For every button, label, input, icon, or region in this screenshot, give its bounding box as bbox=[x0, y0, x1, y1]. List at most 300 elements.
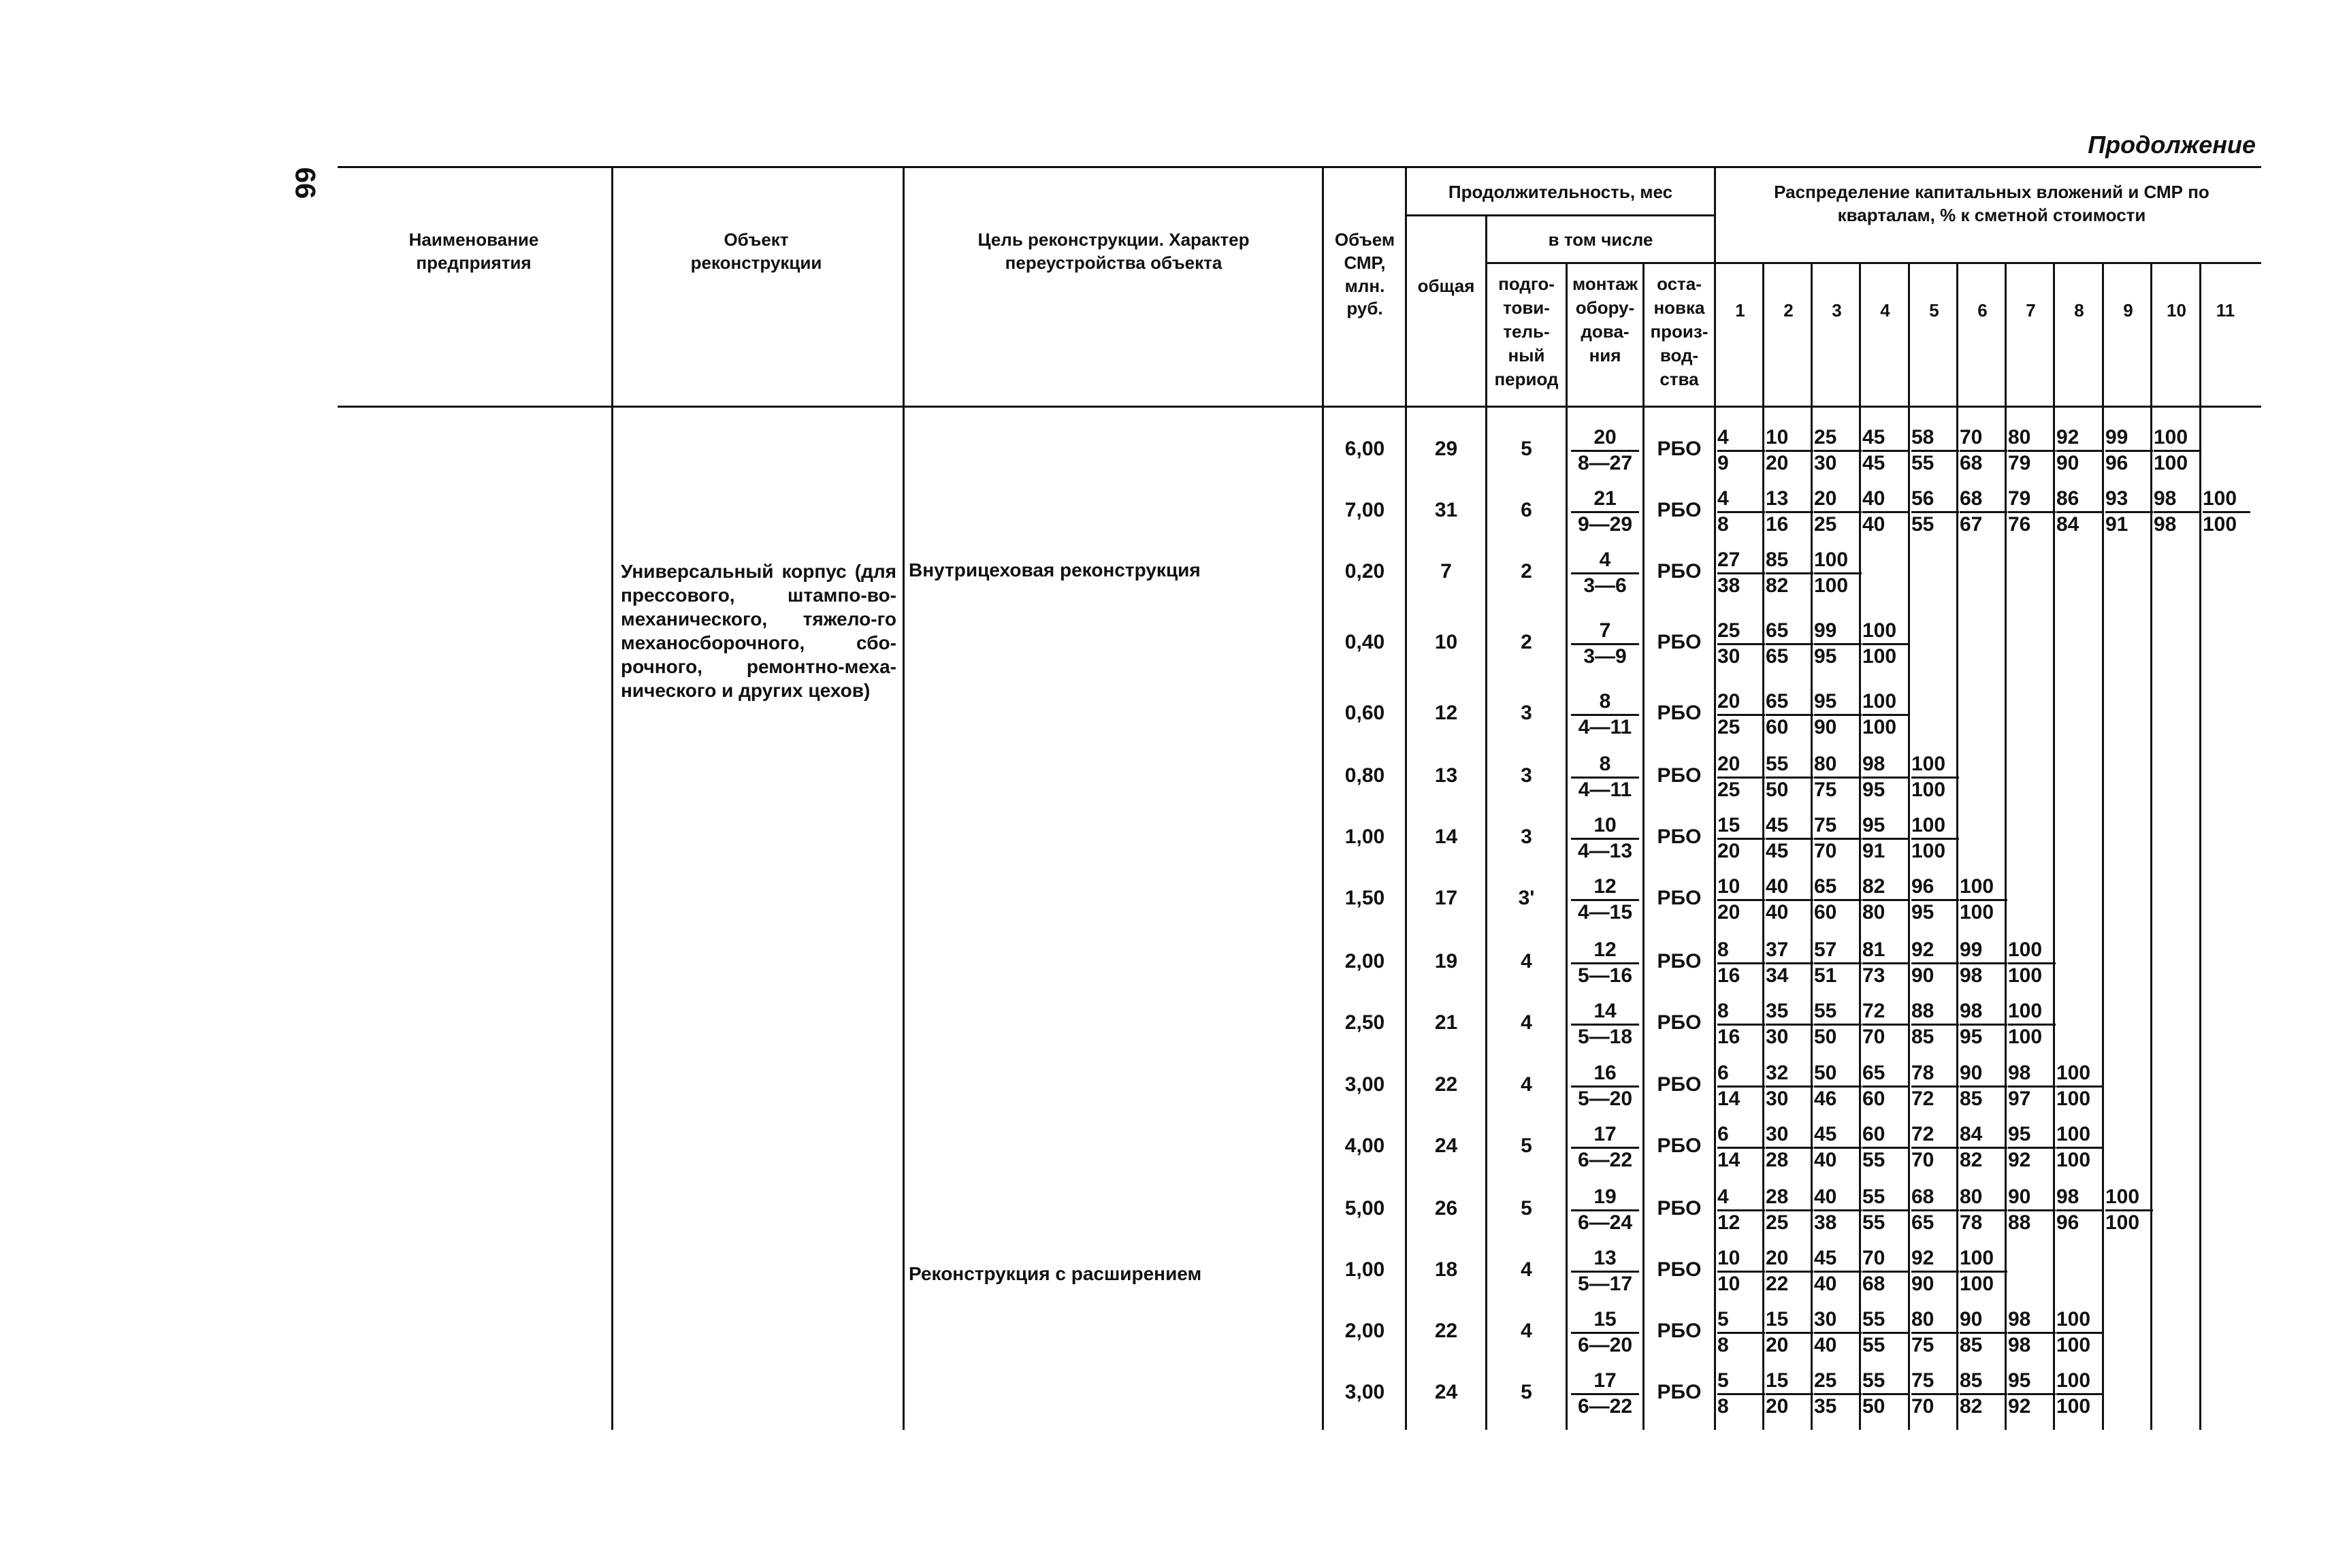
quarter-fraction-numerator: 45 bbox=[1862, 427, 1910, 452]
quarter-fraction-numerator: 85 bbox=[1766, 550, 1813, 574]
quarter-fraction-numerator: 55 bbox=[1862, 1187, 1910, 1211]
quarter-fraction-denominator: 12 bbox=[1717, 1211, 1740, 1234]
quarter-header: 9 bbox=[2123, 300, 2133, 321]
quarter-fraction-denominator: 20 bbox=[1766, 1334, 1789, 1356]
quarter-fraction bbox=[1814, 691, 1862, 740]
quarter-fraction-denominator: 30 bbox=[1814, 452, 1837, 474]
quarter-fraction-denominator: 100 bbox=[1960, 1273, 1994, 1295]
quarter-fraction-numerator: 98 bbox=[2008, 1063, 2056, 1088]
mount-fraction-numerator: 7 bbox=[1571, 621, 1639, 645]
mount-fraction-denominator: 3—9 bbox=[1583, 645, 1627, 668]
quarter-fraction bbox=[1814, 940, 1862, 988]
quarter-fraction bbox=[1717, 1309, 1765, 1358]
quarter-fraction-numerator: 100 bbox=[2056, 1309, 2104, 1334]
quarter-fraction bbox=[1960, 877, 2007, 925]
quarter-fraction bbox=[1814, 1371, 1862, 1419]
quarter-fraction-numerator: 100 bbox=[2056, 1063, 2104, 1088]
mount-fraction-numerator: 21 bbox=[1571, 489, 1639, 513]
mount-fraction-numerator: 10 bbox=[1571, 815, 1639, 840]
quarter-fraction-denominator: 51 bbox=[1814, 964, 1837, 987]
quarter-fraction-denominator: 100 bbox=[1911, 840, 1946, 862]
volume-cell: 5,00 bbox=[1344, 1197, 1385, 1220]
quarter-fraction-numerator: 40 bbox=[1862, 489, 1910, 513]
volume-cell: 2,00 bbox=[1344, 1320, 1385, 1342]
quarter-fraction-denominator: 80 bbox=[1862, 901, 1885, 924]
stop-cell: РБО bbox=[1657, 1258, 1702, 1281]
quarter-header: 4 bbox=[1880, 300, 1890, 321]
quarter-fraction-numerator: 86 bbox=[2056, 489, 2104, 513]
prep-period-cell: 4 bbox=[1521, 950, 1532, 973]
quarter-fraction-numerator: 40 bbox=[1766, 877, 1813, 901]
total-duration-cell: 12 bbox=[1434, 702, 1458, 724]
quarter-fraction bbox=[1766, 815, 1813, 864]
quarter-header: 11 bbox=[2216, 300, 2235, 321]
quarter-fraction-numerator: 45 bbox=[1766, 815, 1813, 840]
quarter-fraction-numerator: 95 bbox=[2008, 1371, 2056, 1395]
quarter-fraction bbox=[1766, 877, 1813, 925]
quarter-fraction-numerator: 72 bbox=[1862, 1001, 1910, 1026]
stop-cell: РБО bbox=[1657, 499, 1702, 521]
quarter-fraction-denominator: 95 bbox=[1911, 901, 1934, 924]
quarter-fraction-denominator: 65 bbox=[1766, 645, 1789, 668]
quarter-fraction bbox=[1911, 815, 1959, 864]
quarter-fraction bbox=[1814, 550, 1862, 598]
quarter-fraction-numerator: 98 bbox=[2056, 1187, 2104, 1211]
quarter-fraction-numerator: 100 bbox=[2008, 940, 2056, 964]
quarter-fraction-denominator: 40 bbox=[1814, 1334, 1837, 1356]
quarter-fraction bbox=[1717, 1187, 1765, 1235]
mount-fraction bbox=[1571, 877, 1639, 925]
stop-cell: РБО bbox=[1657, 1011, 1702, 1034]
quarter-fraction-denominator: 35 bbox=[1814, 1395, 1837, 1418]
quarter-fraction-denominator: 55 bbox=[1911, 452, 1934, 474]
quarter-fraction-denominator: 55 bbox=[1862, 1211, 1885, 1234]
quarter-fraction bbox=[1717, 1248, 1765, 1296]
quarter-fraction bbox=[1717, 621, 1765, 669]
quarter-fraction-denominator: 8 bbox=[1717, 513, 1729, 536]
quarter-fraction-denominator: 55 bbox=[1862, 1149, 1885, 1171]
header-total: общая bbox=[1417, 276, 1475, 296]
mount-fraction-denominator: 4—11 bbox=[1578, 716, 1632, 738]
quarter-fraction-numerator: 25 bbox=[1717, 621, 1765, 645]
quarter-fraction-denominator: 40 bbox=[1814, 1149, 1837, 1171]
quarter-fraction bbox=[2203, 489, 2250, 537]
quarter-fraction-denominator: 14 bbox=[1717, 1149, 1740, 1171]
quarter-fraction-numerator: 95 bbox=[1814, 691, 1862, 716]
quarter-fraction bbox=[1766, 754, 1813, 802]
quarter-fraction bbox=[1766, 1124, 1813, 1173]
prep-period-cell: 4 bbox=[1521, 1258, 1532, 1281]
stop-cell: РБО bbox=[1657, 1320, 1702, 1342]
header-enterprise: Наименование предприятия bbox=[408, 229, 539, 273]
quarter-fraction-denominator: 65 bbox=[1911, 1211, 1934, 1234]
header-bottom-rule bbox=[338, 406, 2261, 408]
quarter-fraction-numerator: 15 bbox=[1717, 815, 1765, 840]
header-object: Объект реконструкции bbox=[690, 229, 822, 273]
quarter-fraction-denominator: 100 bbox=[1911, 779, 1946, 801]
quarter-fraction bbox=[1862, 940, 1910, 988]
quarter-fraction-numerator: 60 bbox=[1862, 1124, 1910, 1149]
volume-cell: 1,00 bbox=[1344, 1258, 1385, 1281]
quarter-fraction bbox=[2008, 1371, 2056, 1419]
mount-fraction-numerator: 20 bbox=[1571, 427, 1639, 452]
quarter-fraction bbox=[1960, 1187, 2007, 1235]
duration-rule bbox=[1407, 214, 1714, 216]
quarter-fraction bbox=[1814, 489, 1862, 537]
col-divider bbox=[1405, 166, 1407, 1430]
header-mount: монтаж обору- дова- ния bbox=[1572, 274, 1638, 366]
quarter-fraction-numerator: 80 bbox=[1911, 1309, 1959, 1334]
quarter-fraction-numerator: 40 bbox=[1814, 1187, 1862, 1211]
mount-fraction-numerator: 17 bbox=[1571, 1371, 1639, 1395]
quarter-fraction-numerator: 100 bbox=[2008, 1001, 2056, 1026]
quarter-fraction-numerator: 98 bbox=[2008, 1309, 2056, 1334]
quarter-fraction-numerator: 10 bbox=[1717, 877, 1765, 901]
quarter-fraction bbox=[2056, 489, 2104, 537]
volume-cell: 1,00 bbox=[1344, 826, 1385, 848]
mount-fraction-denominator: 3—6 bbox=[1583, 574, 1627, 597]
quarter-fraction bbox=[1814, 754, 1862, 802]
quarter-fraction bbox=[1862, 1001, 1910, 1049]
quarter-fraction-numerator: 68 bbox=[1911, 1187, 1959, 1211]
quarter-fraction-numerator: 100 bbox=[2203, 489, 2250, 513]
quarter-fraction-numerator: 32 bbox=[1766, 1063, 1813, 1088]
quarter-fraction-denominator: 91 bbox=[2105, 513, 2128, 536]
quarter-fraction-denominator: 100 bbox=[2056, 1088, 2091, 1110]
quarter-fraction-denominator: 79 bbox=[2008, 452, 2031, 474]
quarter-fraction-numerator: 5 bbox=[1717, 1371, 1765, 1395]
quarter-fraction-numerator: 99 bbox=[2105, 427, 2153, 452]
quarter-fraction bbox=[2105, 1187, 2153, 1235]
quarter-fraction-denominator: 38 bbox=[1814, 1211, 1837, 1234]
mount-fraction bbox=[1571, 489, 1639, 537]
quarter-fraction-numerator: 65 bbox=[1766, 691, 1813, 716]
quarter-fraction bbox=[1717, 815, 1765, 864]
quarter-fraction-denominator: 100 bbox=[2105, 1211, 2140, 1234]
stop-cell: РБО bbox=[1657, 631, 1702, 653]
header-goal: Цель реконструкции. Характер переустройства объекта bbox=[977, 229, 1250, 273]
total-duration-cell: 29 bbox=[1434, 438, 1458, 460]
quarter-fraction-numerator: 92 bbox=[1911, 1248, 1959, 1273]
quarter-fraction-denominator: 25 bbox=[1766, 1211, 1789, 1234]
mount-fraction-numerator: 15 bbox=[1571, 1309, 1639, 1334]
volume-cell: 0,80 bbox=[1344, 764, 1385, 787]
quarter-fraction-denominator: 70 bbox=[1911, 1149, 1934, 1171]
prep-period-cell: 2 bbox=[1521, 631, 1532, 653]
header-volume: Объем СМР, млн. руб. bbox=[1334, 229, 1395, 319]
col-divider bbox=[1714, 166, 1716, 1430]
quarter-fraction-denominator: 100 bbox=[1814, 574, 1849, 597]
quarter-fraction-denominator: 100 bbox=[2056, 1334, 2091, 1356]
quarter-fraction-numerator: 88 bbox=[1911, 1001, 1959, 1026]
distribution-rule bbox=[1716, 262, 2261, 264]
quarter-fraction bbox=[1960, 940, 2007, 988]
quarter-fraction-denominator: 75 bbox=[1814, 779, 1837, 801]
quarter-fraction bbox=[1862, 621, 1910, 669]
quarter-fraction bbox=[1911, 1001, 1959, 1049]
total-duration-cell: 18 bbox=[1434, 1258, 1458, 1281]
page-number: 66 bbox=[289, 167, 322, 199]
quarter-fraction-numerator: 25 bbox=[1814, 427, 1862, 452]
total-duration-cell: 10 bbox=[1434, 631, 1458, 653]
quarter-fraction-denominator: 30 bbox=[1766, 1026, 1789, 1048]
quarter-header: 7 bbox=[2026, 300, 2036, 321]
quarter-header: 1 bbox=[1735, 300, 1745, 321]
quarter-fraction-numerator: 82 bbox=[1862, 877, 1910, 901]
quarter-fraction-numerator: 27 bbox=[1717, 550, 1765, 574]
mount-fraction bbox=[1571, 1063, 1639, 1111]
quarter-fraction-numerator: 100 bbox=[1862, 691, 1910, 716]
mount-fraction-numerator: 12 bbox=[1571, 940, 1639, 964]
mount-fraction-denominator: 6—22 bbox=[1577, 1395, 1633, 1418]
quarter-fraction-denominator: 90 bbox=[1814, 716, 1837, 738]
quarter-fraction-denominator: 16 bbox=[1766, 513, 1789, 536]
quarter-fraction-denominator: 95 bbox=[1960, 1026, 1983, 1048]
continued-label: Продолжение bbox=[2088, 131, 2256, 159]
prep-period-cell: 3 bbox=[1521, 764, 1532, 787]
quarter-fraction-numerator: 93 bbox=[2105, 489, 2153, 513]
quarter-fraction bbox=[2008, 1309, 2056, 1358]
mount-fraction-numerator: 17 bbox=[1571, 1124, 1639, 1149]
quarter-fraction-numerator: 55 bbox=[1766, 754, 1813, 779]
mount-fraction bbox=[1571, 550, 1639, 598]
quarter-fraction bbox=[1717, 427, 1765, 476]
quarter-fraction-denominator: 9 bbox=[1717, 452, 1729, 474]
quarter-fraction-numerator: 13 bbox=[1766, 489, 1813, 513]
quarter-fraction bbox=[1862, 1309, 1910, 1358]
total-duration-cell: 21 bbox=[1434, 1011, 1458, 1034]
quarter-fraction-numerator: 99 bbox=[1814, 621, 1862, 645]
quarter-fraction-numerator: 90 bbox=[1960, 1063, 2007, 1088]
mount-fraction-numerator: 8 bbox=[1571, 754, 1639, 779]
quarter-fraction bbox=[2056, 1124, 2104, 1173]
quarter-fraction bbox=[1814, 1248, 1862, 1296]
quarter-fraction-numerator: 100 bbox=[2105, 1187, 2153, 1211]
quarter-fraction-numerator: 50 bbox=[1814, 1063, 1862, 1088]
total-duration-cell: 22 bbox=[1434, 1073, 1458, 1096]
quarter-fraction-denominator: 100 bbox=[2056, 1149, 2091, 1171]
volume-cell: 3,00 bbox=[1344, 1073, 1385, 1096]
mount-fraction-denominator: 6—22 bbox=[1577, 1149, 1633, 1171]
quarter-fraction bbox=[1911, 1063, 1959, 1111]
quarter-fraction bbox=[1717, 691, 1765, 740]
quarter-fraction-denominator: 95 bbox=[1814, 645, 1837, 668]
quarter-fraction-denominator: 97 bbox=[2008, 1088, 2031, 1110]
stop-cell: РБО bbox=[1657, 1134, 1702, 1157]
quarter-fraction-denominator: 20 bbox=[1766, 1395, 1789, 1418]
mount-fraction-numerator: 8 bbox=[1571, 691, 1639, 716]
quarter-fraction bbox=[1717, 1063, 1765, 1111]
mount-fraction-denominator: 4—15 bbox=[1577, 901, 1633, 924]
quarter-fraction-denominator: 100 bbox=[2203, 513, 2237, 536]
quarter-fraction-denominator: 91 bbox=[1862, 840, 1885, 862]
quarter-fraction-denominator: 46 bbox=[1814, 1088, 1837, 1110]
quarter-fraction-numerator: 75 bbox=[1911, 1371, 1959, 1395]
quarter-fraction-numerator: 70 bbox=[1862, 1248, 1910, 1273]
quarter-fraction bbox=[1766, 1309, 1813, 1358]
quarter-fraction-denominator: 60 bbox=[1766, 716, 1789, 738]
quarter-fraction-numerator: 56 bbox=[1911, 489, 1959, 513]
quarter-fraction-denominator: 50 bbox=[1862, 1395, 1885, 1418]
prep-period-cell: 3 bbox=[1521, 702, 1532, 724]
quarter-fraction-denominator: 90 bbox=[2056, 452, 2079, 474]
quarter-fraction-denominator: 90 bbox=[1911, 1273, 1934, 1295]
quarter-fraction-numerator: 78 bbox=[1911, 1063, 1959, 1088]
prep-period-cell: 5 bbox=[1521, 1381, 1532, 1403]
quarter-fraction-numerator: 6 bbox=[1717, 1124, 1765, 1149]
prep-period-cell: 4 bbox=[1521, 1320, 1532, 1342]
quarter-fraction bbox=[1766, 1001, 1813, 1049]
goal-internal: Внутрицеховая реконструкция bbox=[909, 559, 1201, 581]
total-duration-cell: 22 bbox=[1434, 1320, 1458, 1342]
col-divider bbox=[1485, 214, 1487, 1430]
quarter-fraction-denominator: 8 bbox=[1717, 1395, 1729, 1418]
prep-period-cell: 4 bbox=[1521, 1011, 1532, 1034]
quarter-fraction-numerator: 65 bbox=[1766, 621, 1813, 645]
quarter-fraction-denominator: 98 bbox=[1960, 964, 1983, 987]
quarter-fraction-denominator: 60 bbox=[1814, 901, 1837, 924]
mount-fraction-denominator: 5—18 bbox=[1577, 1026, 1633, 1048]
quarter-fraction bbox=[1862, 815, 1910, 864]
quarter-fraction bbox=[1960, 489, 2007, 537]
quarter-fraction-numerator: 45 bbox=[1814, 1124, 1862, 1149]
quarter-fraction-denominator: 22 bbox=[1766, 1273, 1789, 1295]
stop-cell: РБО bbox=[1657, 1381, 1702, 1403]
quarter-fraction-denominator: 14 bbox=[1717, 1088, 1740, 1110]
quarter-fraction-numerator: 15 bbox=[1766, 1309, 1813, 1334]
quarter-fraction bbox=[1862, 691, 1910, 740]
quarter-fraction-denominator: 45 bbox=[1862, 452, 1885, 474]
quarter-fraction-numerator: 15 bbox=[1766, 1371, 1813, 1395]
quarter-fraction bbox=[1814, 1309, 1862, 1358]
quarter-fraction-numerator: 100 bbox=[1911, 815, 1959, 840]
mount-fraction-numerator: 4 bbox=[1571, 550, 1639, 574]
mount-fraction-denominator: 6—24 bbox=[1577, 1211, 1633, 1234]
quarter-fraction-denominator: 78 bbox=[1960, 1211, 1983, 1234]
quarter-fraction-denominator: 34 bbox=[1766, 964, 1789, 987]
quarter-fraction-numerator: 45 bbox=[1814, 1248, 1862, 1273]
quarter-fraction bbox=[1960, 1371, 2007, 1419]
quarter-fraction bbox=[2105, 489, 2153, 537]
quarter-fraction bbox=[2008, 940, 2056, 988]
quarter-fraction-numerator: 92 bbox=[2056, 427, 2104, 452]
quarter-fraction-numerator: 70 bbox=[1960, 427, 2007, 452]
volume-cell: 4,00 bbox=[1344, 1134, 1385, 1157]
quarter-fraction bbox=[2056, 1063, 2104, 1111]
prep-period-cell: 5 bbox=[1521, 438, 1532, 460]
quarter-fraction bbox=[1911, 1309, 1959, 1358]
quarter-fraction-denominator: 76 bbox=[2008, 513, 2031, 536]
quarter-fraction bbox=[1911, 940, 1959, 988]
quarter-fraction-denominator: 82 bbox=[1766, 574, 1789, 597]
mount-fraction bbox=[1571, 1124, 1639, 1173]
quarter-fraction-numerator: 68 bbox=[1960, 489, 2007, 513]
total-duration-cell: 26 bbox=[1434, 1197, 1458, 1220]
total-duration-cell: 19 bbox=[1434, 950, 1458, 973]
quarter-fraction-numerator: 30 bbox=[1766, 1124, 1813, 1149]
quarter-fraction bbox=[1717, 550, 1765, 598]
total-duration-cell: 7 bbox=[1440, 560, 1452, 583]
volume-cell: 7,00 bbox=[1344, 499, 1385, 521]
quarter-fraction-denominator: 30 bbox=[1766, 1088, 1789, 1110]
col-divider bbox=[1566, 262, 1568, 1430]
quarter-fraction bbox=[1766, 489, 1813, 537]
quarter-fraction bbox=[1862, 877, 1910, 925]
quarter-fraction-numerator: 65 bbox=[1814, 877, 1862, 901]
quarter-fraction-denominator: 50 bbox=[1766, 779, 1789, 801]
quarter-fraction bbox=[1717, 1371, 1765, 1419]
quarter-fraction-denominator: 100 bbox=[1862, 716, 1897, 738]
quarter-fraction-denominator: 92 bbox=[2008, 1149, 2031, 1171]
quarter-fraction-denominator: 98 bbox=[2008, 1334, 2031, 1356]
prep-period-cell: 6 bbox=[1521, 499, 1532, 521]
quarter-fraction bbox=[1766, 1248, 1813, 1296]
quarter-fraction-denominator: 82 bbox=[1960, 1395, 1983, 1418]
quarter-fraction bbox=[1814, 1187, 1862, 1235]
quarter-fraction bbox=[1862, 1248, 1910, 1296]
quarter-fraction-numerator: 72 bbox=[1911, 1124, 1959, 1149]
quarter-fraction-denominator: 50 bbox=[1814, 1026, 1837, 1048]
quarter-fraction-denominator: 96 bbox=[2105, 452, 2128, 474]
quarter-fraction bbox=[1960, 1063, 2007, 1111]
quarter-fraction-denominator: 88 bbox=[2008, 1211, 2031, 1234]
quarter-fraction-denominator: 20 bbox=[1717, 840, 1740, 862]
quarter-fraction-numerator: 28 bbox=[1766, 1187, 1813, 1211]
quarter-fraction-numerator: 98 bbox=[1960, 1001, 2007, 1026]
mount-fraction bbox=[1571, 621, 1639, 669]
quarter-header: 6 bbox=[1977, 300, 1988, 321]
mount-fraction bbox=[1571, 940, 1639, 988]
quarter-fraction bbox=[1814, 877, 1862, 925]
quarter-fraction bbox=[2008, 489, 2056, 537]
quarter-fraction-numerator: 55 bbox=[1814, 1001, 1862, 1026]
quarter-fraction-numerator: 35 bbox=[1766, 1001, 1813, 1026]
quarter-fraction-denominator: 25 bbox=[1717, 716, 1740, 738]
quarter-fraction-denominator: 100 bbox=[1960, 901, 1994, 924]
goal-expansion: Реконструкция с расширением bbox=[909, 1263, 1202, 1284]
quarter-fraction-numerator: 95 bbox=[2008, 1124, 2056, 1149]
quarter-header: 2 bbox=[1783, 300, 1794, 321]
quarter-fraction-denominator: 67 bbox=[1960, 513, 1983, 536]
prep-period-cell: 3' bbox=[1518, 887, 1535, 909]
mount-fraction-numerator: 13 bbox=[1571, 1248, 1639, 1273]
quarter-fraction-denominator: 55 bbox=[1911, 513, 1934, 536]
quarter-fraction-denominator: 25 bbox=[1814, 513, 1837, 536]
quarter-fraction-denominator: 40 bbox=[1766, 901, 1789, 924]
stop-cell: РБО bbox=[1657, 950, 1702, 973]
prep-period-cell: 5 bbox=[1521, 1134, 1532, 1157]
mount-fraction-denominator: 5—20 bbox=[1577, 1088, 1633, 1110]
quarter-fraction-numerator: 58 bbox=[1911, 427, 1959, 452]
prep-period-cell: 4 bbox=[1521, 1073, 1532, 1096]
quarter-fraction bbox=[2154, 427, 2201, 476]
total-duration-cell: 13 bbox=[1434, 764, 1458, 787]
col-divider bbox=[903, 166, 905, 1430]
quarter-fraction bbox=[1814, 427, 1862, 476]
mount-fraction-denominator: 4—13 bbox=[1577, 840, 1633, 862]
quarter-fraction bbox=[2056, 1371, 2104, 1419]
quarter-fraction-denominator: 100 bbox=[2008, 1026, 2043, 1048]
stop-cell: РБО bbox=[1657, 1197, 1702, 1220]
quarter-fraction-denominator: 96 bbox=[2056, 1211, 2079, 1234]
quarter-fraction-numerator: 100 bbox=[1960, 877, 2007, 901]
mount-fraction bbox=[1571, 1001, 1639, 1049]
col-divider bbox=[1322, 166, 1324, 1430]
quarter-fraction bbox=[1717, 940, 1765, 988]
quarter-fraction bbox=[1960, 1248, 2007, 1296]
quarter-fraction bbox=[1717, 1001, 1765, 1049]
quarter-fraction-denominator: 100 bbox=[2154, 452, 2188, 474]
